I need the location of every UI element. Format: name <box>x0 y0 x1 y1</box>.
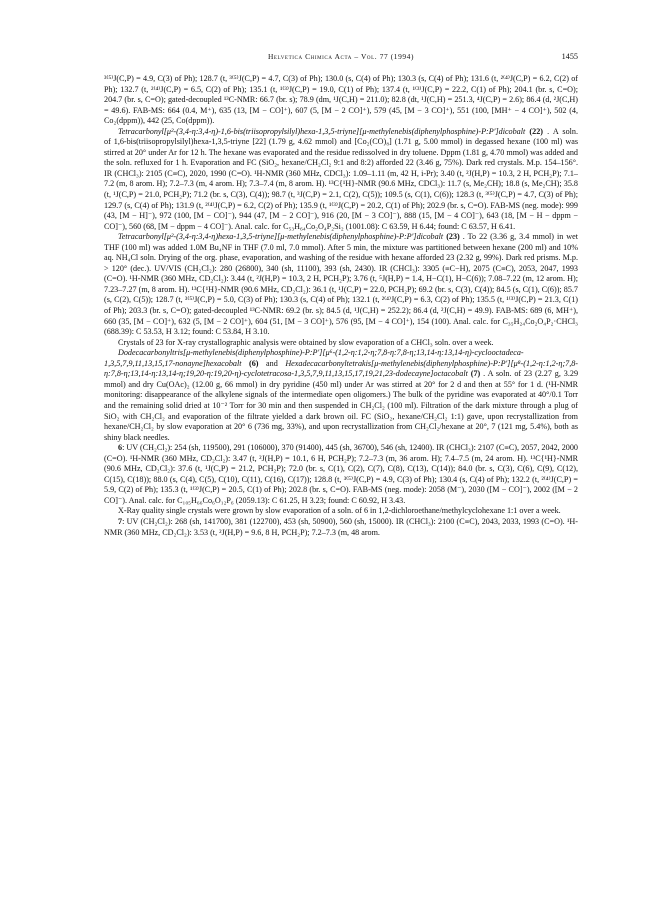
paragraph-1h-13c-data-continued <box>104 74 578 127</box>
paragraph-text: X-Ray quality single crystals were grown by slow evaporation of a soln. of 6 in 1,2-dichloroethane/methylcyclohexane 1:1 over a week. <box>118 506 561 516</box>
paragraph-crystals-23 <box>104 338 578 349</box>
paragraph-data-7 <box>104 517 578 538</box>
paragraph-compounds-6-7 <box>104 348 578 443</box>
compound-name: Tetracarbonyl[μ²-(3,4-η:3,4-η)-1,6-bis(triisopropylsilyl)hexa-1,3,5-triyne][μ-methylenebis(diphenylphosphine)-P:P′]dicobalt <box>118 126 526 136</box>
paragraph-text: : UV (CH₂Cl₂): 268 (sh, 141700), 381 (122700), 453 (sh, 50900), 560 (sh, 15000). IR (CHCl₃): 2100 (C≡C), 2043, 2033, 1993 (C=O). ¹H-NMR (360 MHz, CD₂Cl₂): 3.53 (t, ²J(H,P) = 9.6, 8 H, PCH₂P); 7.2–7.3 (m, 48 arom. <box>104 516 578 537</box>
paragraph-text: : UV (CH₂Cl₂): 254 (sh, 119500), 291 (106000), 370 (91400), 445 (sh, 36700), 546 (sh, 12400). IR (CHCl₃): 2107 (C≡C), 2057, 2042, 2000 (C=O). ¹H-NMR (360 MHz, CD₂Cl₂): 3.47 (t, ²J(H,P) = 10.1, 6 H, PCH₂P); 7.2–7.3 (m, 36 arom. H); 7.4–7.5 (m, 24 arom. H). ¹³C{¹H}-NMR (90.6 MHz, CD₂Cl₂): 37.6 (t, ¹J(C,P) = 21.2, PCH₂P); 72.0 (br. s, C(1), C(2), C(7), C(8), C(13), C(14)); 84.0 (br. s, C(3), C(6), C(9), C(12), C(15), C(18)); 88.0 (s, C(4), C(5), C(10), C(11), C(16), C(17)); 128.8 (t, ³⁽⁵⁾J(C,P) = 4.9, C(3) of Ph); 130.4 (s, C(4) of Ph); 132.2 (t, ²⁽⁴⁾J(C,P) = 5.9, C(2) of Ph); 135.3 (t, ¹⁽³⁾J(C,P) = 20.5, C(1) of Ph); 202.8 (br. s, C=O). FAB-MS (neg. mode): 2058 (M⁻), 2030 ([M − CO]⁻), 2002 ([M − 2 CO]⁻). Anal. calc. for C₁₀₅H₆₆Co₆O₁₂P₆ (2059.13): C 61.25, H 3.23; found: C 60.92, H 3.43. <box>104 443 578 505</box>
compound-label: (6) <box>249 358 259 368</box>
paragraph-crystals-6 <box>104 506 578 517</box>
conjunction: and <box>266 358 278 368</box>
compound-label: 6 <box>118 443 123 453</box>
compound-label: (22) <box>529 126 543 136</box>
page-header <box>104 52 578 66</box>
paragraph-text: Crystals of 23 for X-ray crystallographic analysis were obtained by slow evaporation of a CHCl₃ soln. over a week. <box>118 337 494 347</box>
compound-name: Dodecacarbonyltris[μ-methylenebis(diphenylphosphine)-P:P′][μ⁶-(1,2-η:1,2-η;7,8-η:7,8-η;13,14-η:13,14-η)-cyclooctadeca-1,3,5,7,9,11,13,15,17-nonayne]hexacobalt <box>104 348 524 368</box>
compound-name-2: Hexadecacarbonyltetrakis[μ-methylenebis(diphenylphosphine)-P:P′][μ⁸-(1,2-η:1,2-η;7,8-η:7,8-η;13,14-η:13,14-η;19,20-η:19,20-η)-cyclotetracosa-1,3,5,7,9,11,13,15,17,19,21,23-dodecayne]octacobalt <box>104 358 579 379</box>
paragraph-text: ³⁽⁵⁾J(C,P) = 4.9, C(3) of Ph); 128.7 (t, ³⁽⁵⁾J(C,P) = 4.7, C(3) of Ph); 130.0 (s, C(4) of Ph); 130.3 (s, C(4) of Ph); 131.6 (t, ²⁽⁴⁾J(C,P) = 6.2, C(2) of Ph); 132.7 (t, ²⁽⁴⁾J(C,P) = 6.5, C(2) of Ph); 135.1 (t, ¹⁽³⁾J(C,P) = 19.0, C(1) of Ph); 137.4 (t, ¹⁽³⁾J(C,P) = 22.2, C(1) of Ph); 204.1 (br. s, C=O); 204.7 (br. s, C=O); gated-decoupled ¹³C-NMR: 66.7 (br. s); 78.9 (dm, ¹J(C,H) = 211.0); 82.8 (dt, ¹J(C,H) = 251.3, ⁴J(C,P) = 2.6); 86.4 (d, ²J(C,H) = 49.6). FAB-MS: 664 (0.4, M⁺), 635 (13, [M − CO]⁺), 607 (5, [M − 2 CO]⁺), 579 (45, [M − 3 CO]⁺), 551 (100, [MH⁺ − 4 CO]⁺), 502 (4, Co₂(dppm)), 442 (25, Co(dppm)). <box>104 74 578 126</box>
compound-name: Tetracarbonyl[μ²-(3,4-η:3,4-η)hexa-1,3,5-triyne][μ-methylenebis(diphenylphosphine)-P:P′]dicobalt <box>118 232 444 242</box>
compound-label: (23) <box>446 232 460 242</box>
journal-page <box>104 52 578 538</box>
compound-label-2: (7) <box>470 369 481 379</box>
paragraph-compound-22 <box>104 127 578 232</box>
compound-label: 7 <box>118 516 123 526</box>
paragraph-data-6 <box>104 443 578 506</box>
experimental-text <box>104 74 578 538</box>
paragraph-text: . A soln. of 1,6-bis(triisopropylsilyl)hexa-1,3,5-triyne [22] (1.79 g, 4.62 mmol) and [Co₂(CO)₈] (1.71 g, 5.00 mmol) in degassed hexane (100 ml) was stirred at 20° under Ar for 12 h. The hexane was evaporated and the residue redissolved in dry toluene. Dppm (1.81 g, 4.70 mmol) was added and the soln. refluxed for 1 h. Evaporation and FC (SiO₂, hexane/CH₂Cl₂ 9:1 and 8:2) afforded 22 (3.46 g, 75%). Dark red crystals. M.p. 154–156°. IR (CHCl₃): 2105 (C≡C), 2020, 1990 (C=O). ¹H-NMR (360 MHz, CDCl₃): 1.09–1.11 (m, 42 H, i-Pr); 3.40 (t, ²J(H,P) = 10.3, 2 H, PCH₂P); 7.1–7.2 (m, 8 arom. H); 7.2–7.3 (m, 4 arom. H); 7.3–7.4 (m, 8 arom. H). ¹³C{¹H}-NMR (90.6 MHz, CDCl₃): 11.7 (s, Me₂CH); 18.8 (s, Me₂CH); 35.8 (t, ¹J(C,P) = 21.0, PCH₂P); 71.2 (br. s, C(3), C(4)); 98.7 (t, ³J(C,P) = 2.1, C(2), C(5)); 109.5 (s, C(1), C(6)); 128.3 (t, ³⁽⁵⁾J(C,P) = 4.7, C(3) of Ph); 129.7 (s, C(4) of Ph); 131.9 (t, ²⁽⁴⁾J(C,P) = 6.2, C(2) of Ph); 135.9 (t, ¹⁽³⁾J(C,P) = 20.2, C(1) of Ph); 202.9 (br. s, C=O). FAB-MS (neg. mode): 999 (43, [M − H]⁻), 972 (100, [M − CO]⁻), 944 (47, [M − 2 CO]⁻), 916 (20, [M − 3 CO]⁻), 888 (15, [M − 4 CO]⁻), 643 (18, [M − H − dppm − CO]⁻), 560 (68, [M − dppm − 4 CO]⁻). Anal. calc. for C₅₃H₆₄Co₂O₄P₂Si₂ (1001.08): C 63.59, H 6.44; found: C 63.57, H 6.41. <box>104 126 579 231</box>
page-number: 1455 <box>561 52 578 61</box>
paragraph-text: . To 22 (3.36 g, 3.4 mmol) in wet THF (100 ml) was added 1.0M Bu₄NF in THF (7.0 ml, 7.0 mmol). After 5 min, the mixture was partitioned between hexane (200 ml) and 10% aq. NH₄Cl soln. Drying of the org. phase, evaporation, and washing of the residue with hexane afforded 23 (2.32 g, 99%). Dark red prisms. M.p. > 120° (dec.). UV/VIS (CH₂Cl₂): 280 (26800), 340 (sh, 11100), 393 (sh, 2430). IR (CHCl₃): 3305 (≡C−H), 2075 (C≡C), 2053, 2047, 1993 (C=O). ¹H-NMR (360 MHz, CD₂Cl₂): 3.44 (t, ²J(H,P) = 10.3, 2 H, PCH₂P); 3.76 (t, ⁵J(H,P) = 1.4, H−C(1), H−C(6)); 7.08–7.22 (m, 12 arom. H); 7.23–7.27 (m, 8 arom. H). ¹³C{¹H}-NMR (90.6 MHz, CD₂Cl₂): 36.1 (t, ¹J(C,P) = 22.0, PCH₂P); 69.2 (br. s, C(3), C(4)); 84.5 (s, C(1), C(6)); 85.7 (s, C(2), C(5)); 128.7 (t, ³⁽⁵⁾J(C,P) = 5.0, C(3) of Ph); 130.3 (s, C(4) of Ph); 132.1 (t, ²⁽⁴⁾J(C,P) = 6.3, C(2) of Ph); 135.5 (t, ¹⁽³⁾J(C,P) = 21.3, C(1) of Ph); 203.3 (br. s, C=O); gated-decoupled ¹³C-NMR: 69.2 (br. s); 84.5 (d, ¹J(C,H) = 252.2); 86.4 (d, ²J(C,H) = 49.9). FAB-MS: 689 (6, MH⁺), 660 (35, [M − CO]⁺), 632 (5, [M − 2 CO]⁺), 604 (51, [M − 3 CO]⁺), 576 (95, [M − 4 CO]⁺), 154 (100). Anal. calc. for C₃₅H₂₄Co₂O₄P₂·CHCl₃ (688.39): C 53.53, H 3.12; found: C 53.84, H 3.10. <box>104 232 579 337</box>
running-title: Helvetica Chimica Acta – Vol. 77 (1994) <box>267 52 415 61</box>
paragraph-text: . A soln. of 23 (2.27 g, 3.29 mmol) and dry Cu(OAc)₂ (12.00 g, 66 mmol) in dry pyridine (450 ml) under Ar was stirred at 20° for 2 d and then at 55° for 1 d. (¹H-NMR monitoring: disappearance of the alkylene signals of the intermediate open oligomers.) The bulk of the pyridine was evaporated at 40°/0.1 Torr and the remaining solid dried at 10⁻² Torr for 30 min and then suspended in CH₂Cl₂ (100 ml). Filtration of the dark mixture through a plug of SiO₂ with CH₂Cl₂ and evaporation of the filtrate yielded a dark brown oil. FC (SiO₂, hexane/CH₂Cl₂ 1:1) gave, upon recrystallization from hexane/CH₂Cl₂ by slow evaporation at 20° 6 (736 mg, 33%), and upon recrystallization from CH₂Cl₂/hexane at 20°, 7 (121 mg, 5.4%), both as shiny black needles. <box>104 369 579 442</box>
paragraph-compound-23 <box>104 232 578 337</box>
